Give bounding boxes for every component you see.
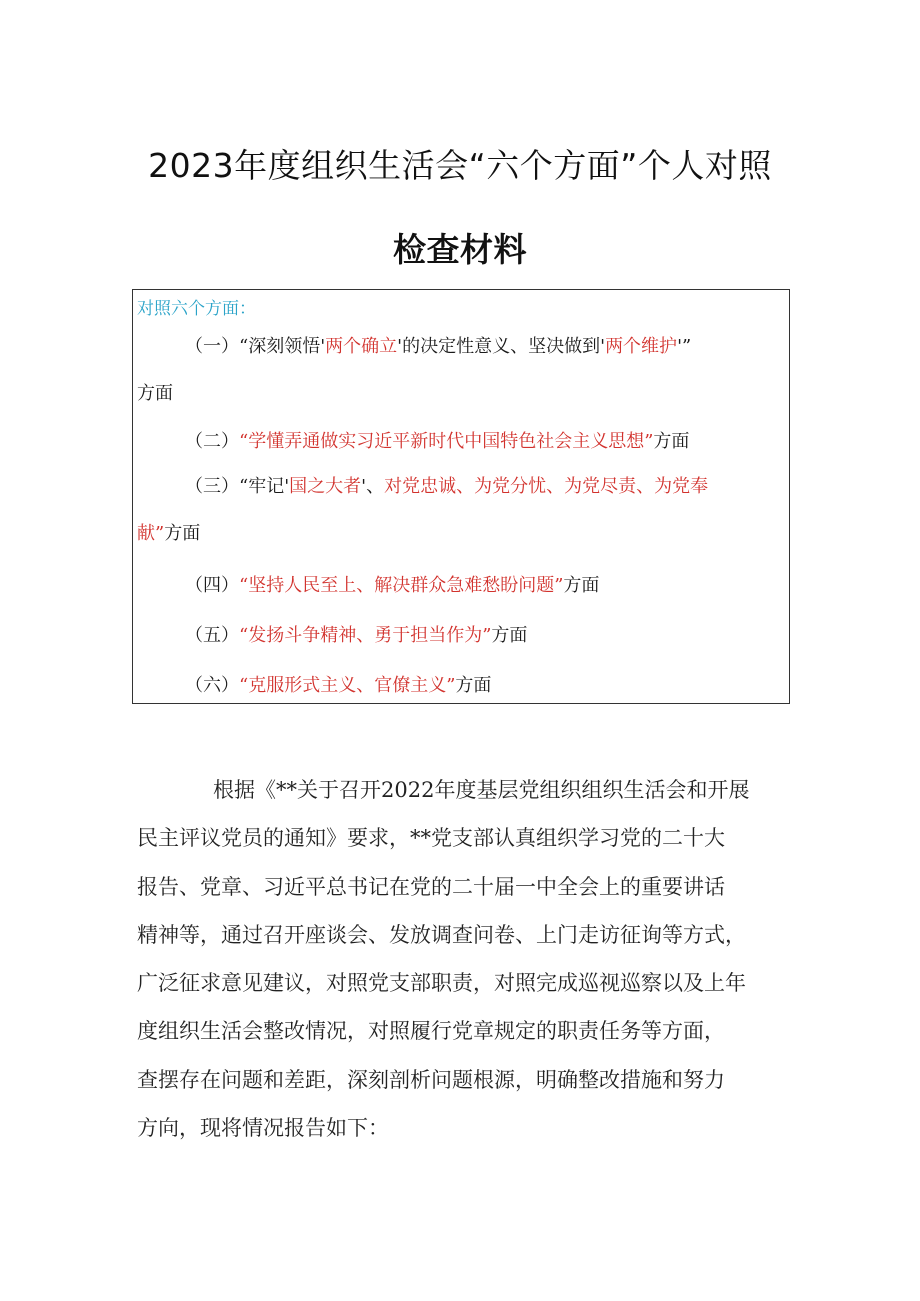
report-body-paragraph bbox=[137, 766, 797, 1152]
aspect-3-red-c: 献” bbox=[137, 523, 165, 544]
aspect-6-suffix: 方面 bbox=[455, 675, 492, 696]
aspect-item-1 bbox=[137, 323, 783, 370]
body-line: 民主评议党员的通知》要求，**党支部认真组织学习党的二十大 bbox=[137, 826, 725, 851]
aspect-5-number: （五） bbox=[185, 625, 239, 646]
aspect-4-red-text: “坚持人民至上、解决群众急难愁盼问题” bbox=[239, 575, 564, 596]
aspect-item-3-continued bbox=[137, 510, 783, 557]
aspect-1-quote-open: “ bbox=[239, 336, 249, 357]
aspect-item-2 bbox=[137, 418, 783, 465]
aspect-1-text-a: 深刻领悟' bbox=[248, 336, 326, 357]
aspect-5-red-text: “发扬斗争精神、勇于担当作为” bbox=[239, 625, 492, 646]
aspect-3-text-b: '、 bbox=[361, 476, 385, 497]
aspect-1-text-b: '的决定性意义、坚决做到' bbox=[397, 336, 606, 357]
body-line: 根据《**关于召开2022年度基层党组织组织生活会和开展 bbox=[213, 778, 750, 802]
aspect-item-6 bbox=[137, 662, 783, 709]
aspect-2-suffix: 方面 bbox=[653, 431, 690, 452]
aspect-6-red-text: “克服形式主义、官僚主义” bbox=[239, 675, 456, 696]
aspect-3-suffix: 方面 bbox=[164, 523, 201, 544]
aspect-1-red-a: 两个确立 bbox=[325, 336, 398, 357]
aspect-5-suffix: 方面 bbox=[491, 625, 528, 646]
aspect-1-suffix: 方面 bbox=[137, 383, 173, 404]
six-aspects-box bbox=[132, 289, 790, 704]
aspect-1-text-c: '” bbox=[677, 336, 692, 357]
body-line: 精神等，通过召开座谈会、发放调查问卷、上门走访征询等方式， bbox=[137, 922, 746, 947]
aspect-2-red-text: “学懂弄通做实习近平新时代中国特色社会主义思想” bbox=[239, 431, 654, 452]
body-line: 广泛征求意见建议，对照党支部职责，对照完成巡视巡察以及上年 bbox=[137, 971, 746, 996]
body-line: 度组织生活会整改情况，对照履行党章规定的职责任务等方面， bbox=[137, 1019, 725, 1044]
aspect-6-number: （六） bbox=[185, 675, 239, 696]
aspect-item-5 bbox=[137, 612, 783, 659]
aspect-3-number: （三） bbox=[185, 476, 239, 497]
document-title-line-2: 检查材料 bbox=[393, 230, 527, 269]
aspect-1-number: （一） bbox=[185, 336, 239, 357]
aspect-3-red-a: 国之大者 bbox=[289, 476, 362, 497]
aspect-item-1-continued bbox=[137, 370, 783, 417]
aspect-4-suffix: 方面 bbox=[563, 575, 600, 596]
aspect-item-4 bbox=[137, 562, 783, 609]
aspect-3-text-a: “牢记' bbox=[239, 476, 290, 497]
aspect-1-red-b: 两个维护 bbox=[605, 336, 678, 357]
aspect-3-red-b: 对党忠诚、为党分忧、为党尽责、为党奉 bbox=[384, 476, 709, 497]
body-line: 查摆存在问题和差距，深刻剖析问题根源，明确整改措施和努力 bbox=[137, 1067, 725, 1092]
aspect-item-3 bbox=[137, 463, 783, 510]
box-heading: 对照六个方面： bbox=[137, 299, 256, 319]
document-title-line-1: 2023年度组织生活会“六个方面”个人对照 bbox=[148, 146, 772, 185]
aspect-2-number: （二） bbox=[185, 431, 239, 452]
aspect-4-number: （四） bbox=[185, 575, 239, 596]
body-line: 方向，现将情况报告如下： bbox=[137, 1116, 389, 1141]
body-line: 报告、党章、习近平总书记在党的二十届一中全会上的重要讲话 bbox=[137, 874, 725, 899]
